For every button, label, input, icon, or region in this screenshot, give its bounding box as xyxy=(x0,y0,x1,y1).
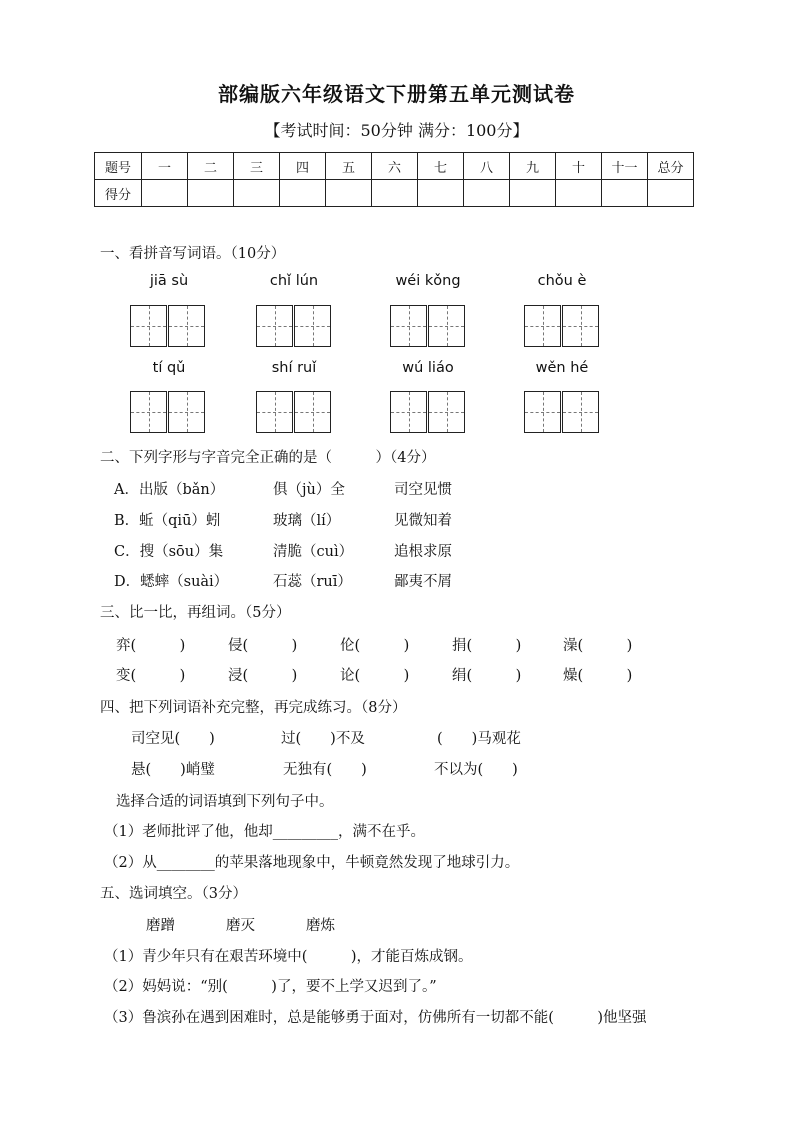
option-a-3: 司空见惯 xyxy=(394,482,452,498)
char-box[interactable] xyxy=(562,305,599,347)
section4-heading: 四、把下列词语补充完整，再完成练习。（8分） xyxy=(100,700,407,716)
score-cell[interactable] xyxy=(326,180,372,207)
idiom-item: 司空见( ) xyxy=(131,731,215,747)
score-table-col: 总分 xyxy=(648,153,694,180)
compare-item: 浸( ) xyxy=(228,668,298,684)
word-choice: 磨灭 xyxy=(226,918,255,934)
score-cell[interactable] xyxy=(280,180,326,207)
section4-sentence-2: （2）从________的苹果落地现象中，牛顿竟然发现了地球引力。 xyxy=(104,855,520,871)
option-a-2: 俱（jù）全 xyxy=(273,482,345,498)
char-box[interactable] xyxy=(168,391,205,433)
compare-item: 侵( ) xyxy=(228,638,298,654)
compare-item: 捐( ) xyxy=(452,638,522,654)
idiom-item: ( )马观花 xyxy=(437,731,521,747)
compare-item: 伦( ) xyxy=(340,638,410,654)
option-c-2: 清脆（cuì） xyxy=(273,544,354,560)
section5-heading: 五、选词填空。（3分） xyxy=(100,886,247,902)
char-box[interactable] xyxy=(524,305,561,347)
idiom-item: 悬( )峭璧 xyxy=(131,762,215,778)
score-table-col: 三 xyxy=(234,153,280,180)
pinyin-label: wěn hé xyxy=(535,360,589,376)
writing-grid[interactable] xyxy=(130,391,205,433)
score-cell[interactable] xyxy=(602,180,648,207)
score-cell[interactable] xyxy=(234,180,280,207)
option-b-3: 见微知着 xyxy=(394,513,452,529)
compare-item: 绢( ) xyxy=(452,668,522,684)
option-d-2: 石蕊（ruī） xyxy=(273,574,352,590)
char-box[interactable] xyxy=(256,391,293,433)
page-title: 部编版六年级语文下册第五单元测试卷 xyxy=(218,82,575,106)
compare-item: 论( ) xyxy=(340,668,410,684)
char-box[interactable] xyxy=(524,391,561,433)
score-table-col: 七 xyxy=(418,153,464,180)
option-d-3: 鄙夷不屑 xyxy=(394,574,452,590)
char-box[interactable] xyxy=(130,391,167,433)
char-box[interactable] xyxy=(390,305,427,347)
score-table-row1-label: 题号 xyxy=(95,153,142,180)
section2-heading: 二、下列字形与字音完全正确的是（ ）（4分） xyxy=(100,450,436,466)
char-box[interactable] xyxy=(130,305,167,347)
exam-info: 【考试时间：50分钟 满分：100分】 xyxy=(264,121,529,140)
compare-item: 变( ) xyxy=(116,668,186,684)
score-cell[interactable] xyxy=(142,180,188,207)
section5-sentence-3: （3）鲁滨孙在遇到困难时，总是能够勇于面对，仿佛所有一切都不能( )他坚强 xyxy=(104,1010,647,1026)
score-table xyxy=(94,152,694,207)
option-b-1: B．蚯（qiū）蚓 xyxy=(114,513,221,529)
pinyin-label: wú liáo xyxy=(402,360,454,376)
compare-item: 澡( ) xyxy=(563,638,633,654)
writing-grid[interactable] xyxy=(390,305,465,347)
section5-sentence-1: （1）青少年只有在艰苦环境中( )，才能百炼成钢。 xyxy=(104,949,473,965)
char-box[interactable] xyxy=(428,391,465,433)
char-box[interactable] xyxy=(294,305,331,347)
score-cell[interactable] xyxy=(418,180,464,207)
score-cell[interactable] xyxy=(510,180,556,207)
section3-heading: 三、比一比，再组词。（5分） xyxy=(100,605,291,621)
writing-grid[interactable] xyxy=(256,305,331,347)
char-box[interactable] xyxy=(256,305,293,347)
option-b-2: 玻璃（lí） xyxy=(273,513,341,529)
writing-grid[interactable] xyxy=(524,391,599,433)
word-choice: 磨蹭 xyxy=(146,918,175,934)
section1-heading: 一、看拼音写词语。（10分） xyxy=(100,246,286,262)
score-cell[interactable] xyxy=(648,180,694,207)
pinyin-label: jiā sù xyxy=(149,273,189,289)
score-table-score-row xyxy=(95,180,694,207)
writing-grid[interactable] xyxy=(390,391,465,433)
idiom-item: 无独有( ) xyxy=(283,762,367,778)
score-table-col: 五 xyxy=(326,153,372,180)
pinyin-label: chǐ lún xyxy=(269,273,319,289)
score-table-row2-label: 得分 xyxy=(95,180,142,207)
char-box[interactable] xyxy=(294,391,331,433)
option-c-3: 追根求原 xyxy=(394,544,452,560)
score-table-col: 二 xyxy=(188,153,234,180)
section5-sentence-2: （2）妈妈说：“别( )了，要不上学又迟到了。” xyxy=(104,979,437,995)
pinyin-label: shí ruǐ xyxy=(271,360,317,376)
pinyin-label: tí qǔ xyxy=(152,360,186,376)
score-table-col: 九 xyxy=(510,153,556,180)
score-table-col: 四 xyxy=(280,153,326,180)
idiom-item: 不以为( ) xyxy=(434,762,518,778)
score-table-col: 一 xyxy=(142,153,188,180)
section4-instruction: 选择合适的词语填到下列句子中。 xyxy=(116,794,334,810)
score-table-col: 八 xyxy=(464,153,510,180)
compare-item: 弈( ) xyxy=(116,638,186,654)
score-cell[interactable] xyxy=(372,180,418,207)
option-a-1: A．出版（bǎn） xyxy=(114,482,225,498)
score-table-col: 六 xyxy=(372,153,418,180)
score-cell[interactable] xyxy=(556,180,602,207)
score-table-col: 十 xyxy=(556,153,602,180)
writing-grid[interactable] xyxy=(256,391,331,433)
pinyin-label: chǒu è xyxy=(537,273,587,289)
option-d-1: D．蟋蟀（suài） xyxy=(114,574,229,590)
option-c-1: C．搜（sōu）集 xyxy=(114,544,224,560)
char-box[interactable] xyxy=(390,391,427,433)
char-box[interactable] xyxy=(428,305,465,347)
word-choice: 磨炼 xyxy=(306,918,335,934)
score-table-col: 十一 xyxy=(602,153,648,180)
char-box[interactable] xyxy=(168,305,205,347)
score-table-header-row xyxy=(95,153,694,180)
writing-grid[interactable] xyxy=(130,305,205,347)
idiom-item: 过( )不及 xyxy=(281,731,365,747)
section4-sentence-1: （1）老师批评了他，他却_________，满不在乎。 xyxy=(104,824,425,840)
char-box[interactable] xyxy=(562,391,599,433)
score-cell[interactable] xyxy=(188,180,234,207)
pinyin-label: wéi kǒng xyxy=(395,273,461,289)
score-cell[interactable] xyxy=(464,180,510,207)
compare-item: 燥( ) xyxy=(563,668,633,684)
writing-grid[interactable] xyxy=(524,305,599,347)
